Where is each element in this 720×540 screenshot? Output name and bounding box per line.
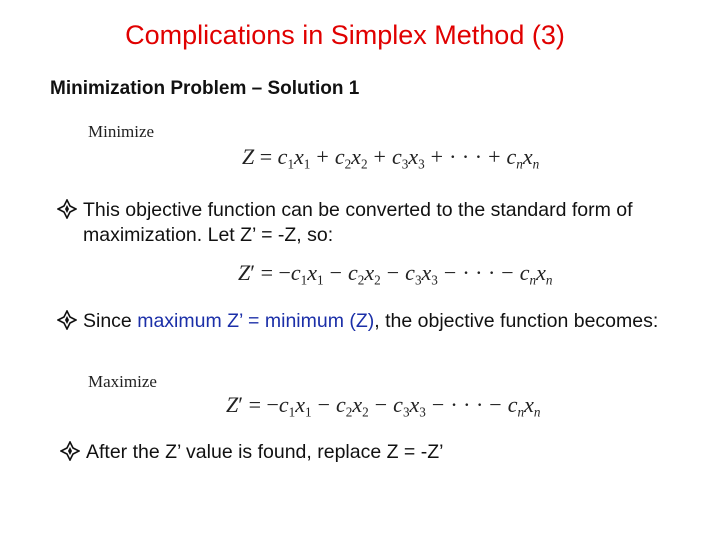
bullet-equivalence-text bbox=[57, 309, 697, 334]
bullet-replace-text: After the Z’ value is found, replace Z = -Z’ bbox=[86, 441, 444, 463]
bullet-equivalence bbox=[57, 309, 697, 334]
diamond-bullet-icon bbox=[57, 310, 77, 330]
diamond-bullet-icon bbox=[60, 441, 80, 461]
formula-minimize bbox=[88, 122, 568, 172]
bullet-equivalence-highlight: maximum Z’ = minimum (Z) bbox=[137, 310, 375, 332]
bullet-convert bbox=[57, 198, 707, 248]
formula-negated bbox=[238, 260, 598, 290]
formula-label-maximize: Maximize bbox=[88, 372, 157, 391]
slide-subtitle: Minimization Problem – Solution 1 bbox=[50, 78, 360, 99]
diamond-bullet-icon bbox=[57, 199, 77, 219]
formula-maximize bbox=[88, 372, 588, 422]
formula-label-minimize: Minimize bbox=[88, 122, 155, 141]
formula-expression-minimize: $Z = c_1x_1 + c_2x_2 + c_3x_3$ + · · · + $c_nx_n$ bbox=[242, 144, 540, 172]
slide-title: Complications in Simplex Method (3) bbox=[125, 20, 565, 50]
bullet-replace bbox=[60, 440, 680, 465]
bullet-equivalence-before: Since bbox=[83, 310, 138, 332]
formula-expression-maximize: $Z' = -c_1x_1 - c_2x_2 - c_3x_3$ − · · · − $c_nx_n$ bbox=[226, 392, 541, 420]
bullet-convert-text: This objective function can be converted to the standard form of maximization. Let Z’ = -Z, so: bbox=[83, 199, 633, 246]
bullet-equivalence-after: , the objective function becomes: bbox=[374, 310, 659, 332]
formula-expression-negated: $Z' = -c_1x_1 - c_2x_2 - c_3x_3$ − · · · − $c_nx_n$ bbox=[238, 260, 553, 288]
